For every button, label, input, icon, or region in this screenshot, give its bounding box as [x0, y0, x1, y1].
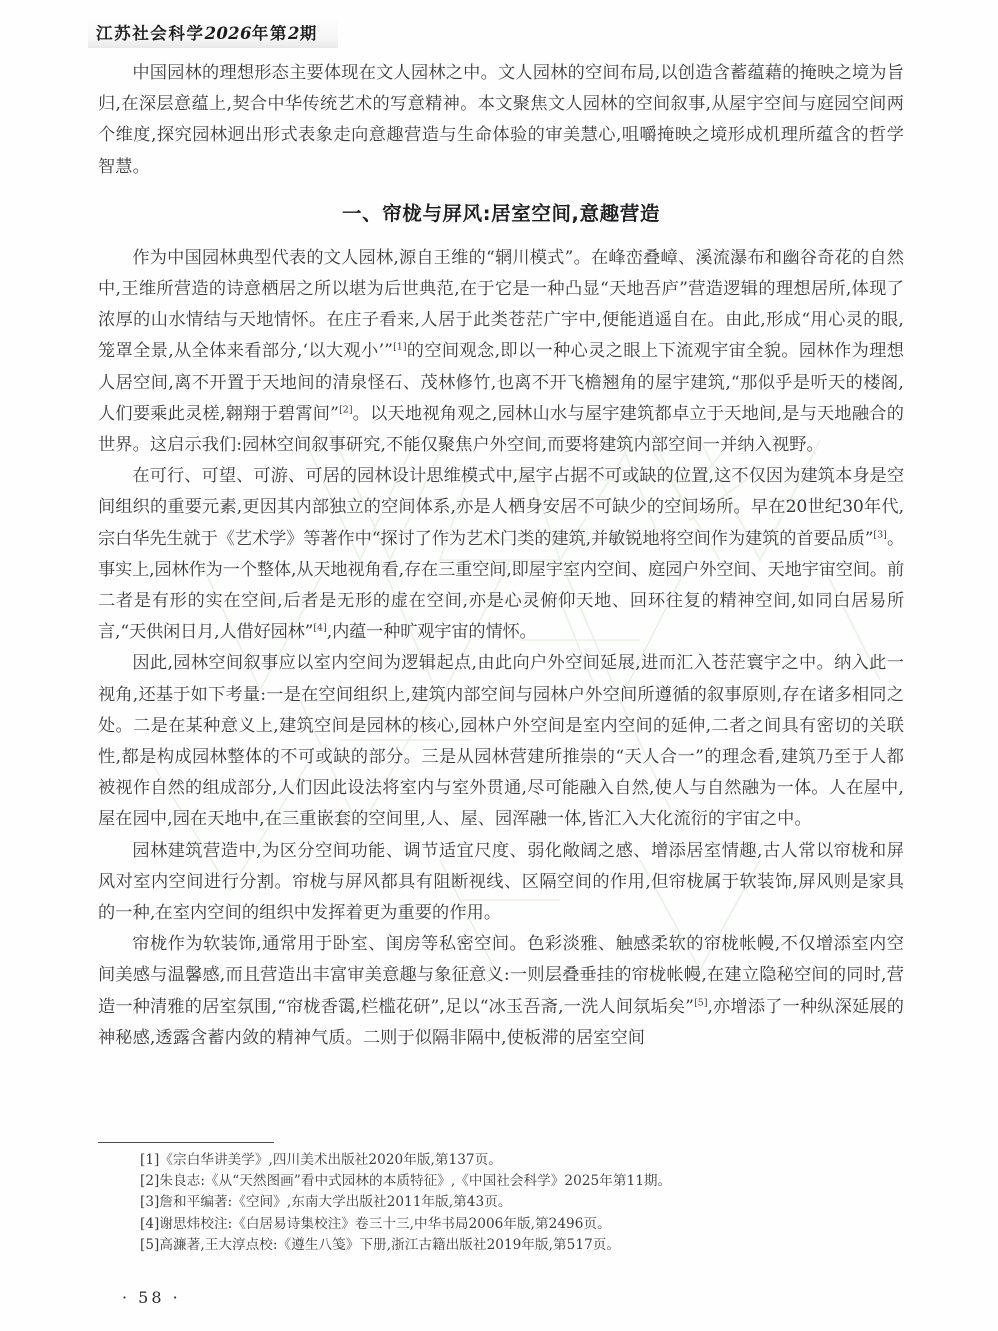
section-heading-1: 一、帘栊与屏风:居室空间,意趣营造: [342, 201, 660, 225]
footnote-block: [98, 1142, 904, 1256]
article-body: [98, 58, 904, 1054]
footnote-item: [1]《宗白华讲美学》,四川美术出版社2020年版,第137页。: [140, 1152, 502, 1168]
paragraph-6: [98, 929, 904, 1054]
footnote-ref-5[interactable]: [5]: [694, 996, 708, 1008]
header-year-label: 年第: [251, 24, 288, 43]
page-number: · 58 ·: [122, 1288, 181, 1307]
header-journal-name: 江苏社会科学: [96, 24, 205, 43]
paragraph-3-part-a: 在可行、可望、可游、可居的园林设计思维模式中,屋宇占据不可或缺的位置,这不仅因为建筑本身是空间组织的重要元素,更因其内部独立的空间体系,亦是人栖身安居不可缺少的空间场所。早在20世纪30年代,宗白华先生就于《艺术学》等著作中“探讨了作为艺术门类的建筑,并敏锐地将空间作为建筑的首要品质”: [98, 466, 904, 549]
header-issue-label: 期: [299, 24, 318, 43]
paragraph-2-part-c: 。以天地视角观之,园林山水与屋宇建筑都卓立于天地间,是与天地融合的世界。这启示我们:园林空间叙事研究,不能仅聚焦户外空间,而要将建筑内部空间一并纳入视野。: [98, 403, 904, 456]
paragraph-abstract: 中国园林的理想形态主要体现在文人园林之中。文人园林的空间布局,以创造含蓄蕴藉的掩映之境为旨归,在深层意蕴上,契合中华传统艺术的写意精神。本文聚焦文人园林的空间叙事,从屋宇空间与庭园空间两个维度,探究园林迥出形式表象走向意趣营造与生命体验的审美慧心,咀嚼掩映之境形成机理所蕴含的哲学智慧。: [98, 63, 904, 177]
paragraph-2-part-a: 作为中国园林典型代表的文人园林,源自王维的“辋川模式”。在峰峦叠嶂、溪流瀑布和幽谷奇花的自然中,王维所营造的诗意栖居之所以堪为后世典范,在于它是一种凸显“天地吾庐”营造逻辑的理想居所,体现了浓厚的山水情结与天地情怀。在庄子看来,人居于此类苍茫广宇中,便能逍遥自在。由此,形成“用心灵的眼,笼罩全景,从全体来看部分,‘以大观小’”: [98, 247, 904, 362]
header-volume: 2026: [204, 24, 252, 43]
footnote-item: [4]谢思炜校注:《白居易诗集校注》卷三十三,中华书局2006年版,第2496页。: [140, 1215, 611, 1232]
paragraph-2: [98, 243, 904, 461]
footnote-ref-2[interactable]: [2]: [339, 404, 353, 416]
paragraph-4: 因此,园林空间叙事应以室内空间为逻辑起点,由此向户外空间延展,进而汇入苍茫寰宇之中。纳入此一视角,还基于如下考量:一是在空间组织上,建筑内部空间与园林户外空间所遵循的叙事原则,存在诸多相同之处。二是在某种意义上,建筑空间是园林的核心,园林户外空间是室内空间的延伸,二者之间具有密切的关联性,都是构成园林整体的不可或缺的部分。三是从园林营建所推崇的“天人合一”的理念看,建筑乃至于人都被视作自然的组成部分,人们因此设法将室内与室外贯通,尽可能融入自然,使人与自然融为一体。人在屋中,屋在园中,园在天地中,在三重嵌套的空间里,人、屋、园浑融一体,皆汇入大化流衍的宇宙之中。: [98, 653, 904, 830]
paragraph-6-part-a: 帘栊作为软装饰,通常用于卧室、闺房等私密空间。色彩淡雅、触感柔软的帘栊帐幔,不仅增添室内空间美感与温馨感,而且营造出丰富审美意趣与象征意义:一则层叠垂挂的帘栊帐幔,在建立隐秘空间的同时,营造一种清雅的居室氛围,“帘栊香霭,栏槛花研”,足以“冰玉吾斋,一洗人间氛垢矣”: [98, 934, 904, 1017]
paragraph-5: 园林建筑营造中,为区分空间功能、调节适宜尺度、弱化敞阔之感、增添居室情趣,古人常以帘栊和屏风对室内空间进行分割。帘栊与屏风都具有阻断视线、区隔空间的作用,但帘栊属于软装饰,屏风则是家具的一种,在室内空间的组织中发挥着更为重要的作用。: [98, 840, 904, 924]
footnote-item: [5]高濂著,王大淳点校:《遵生八笺》下册,浙江古籍出版社2019年版,第517页。: [140, 1236, 621, 1253]
paragraph-3-part-b: 。事实上,园林作为一个整体,从天地视角看,存在三重空间,即屋宇室内空间、庭园户外空间、天地宇宙空间。前二者是有形的实在空间,后者是无形的虚在空间,亦是心灵俯仰天地、回环往复的精神空间,如同白居易所言,“天供闲日月,人借好园林”: [98, 528, 904, 643]
paragraph-3: [98, 461, 904, 648]
footnote-ref-1[interactable]: [1]: [393, 341, 407, 353]
header-issue: 2: [287, 24, 300, 43]
footnote-ref-3[interactable]: [3]: [873, 528, 887, 540]
paragraph-6-part-b: ,亦增添了一种纵深延展的神秘感,透露含蓄内敛的精神气质。二则于似隔非隔中,使板滞的居室空间: [98, 996, 904, 1048]
footnote-separator-rule: [98, 1142, 274, 1143]
paragraph-3-part-c: ,内蕴一种旷观宇宙的情怀。: [326, 622, 537, 643]
footnote-item: [2]朱良志:《从“天然图画”看中式园林的本质特征》,《中国社会科学》2025年第11期。: [140, 1173, 672, 1190]
page-header: [96, 20, 318, 44]
footnote-ref-4[interactable]: [4]: [313, 622, 327, 634]
footnote-item: [3]詹和平编著:《空间》,东南大学出版社2011年版,第43页。: [140, 1194, 512, 1211]
paragraph-2-part-b: 的空间观念,即以一种心灵之眼上下流观宇宙全貌。园林作为理想人居空间,离不开置于天地间的清泉怪石、茂林修竹,也离不开飞檐翘角的屋宇建筑,“那似乎是听天的楼阁,人们要乘此灵槎,翱翔于碧霄间”: [98, 341, 904, 424]
